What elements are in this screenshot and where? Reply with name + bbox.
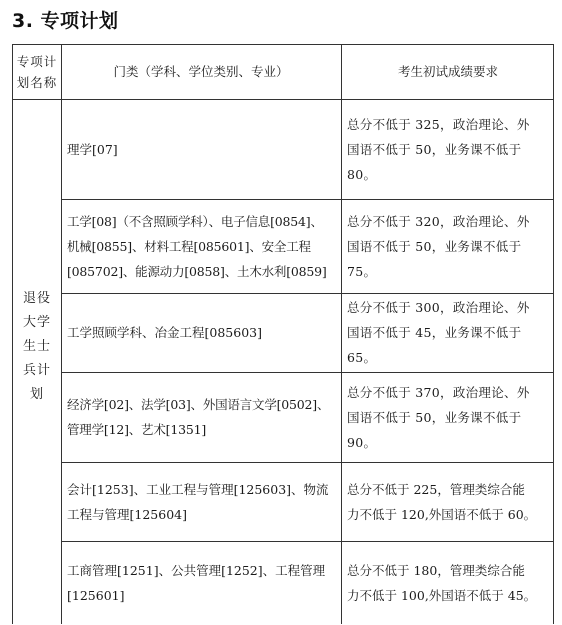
header-requirement: 考生初试成绩要求	[397, 64, 498, 79]
table-row-requirement: 总分不低于 300，政治理论、外 国语不低于 45，业务课不低于 65。	[347, 300, 530, 365]
section-heading: 3. 专项计划	[12, 10, 119, 32]
table-row-requirement: 总分不低于 325，政治理论、外 国语不低于 50，业务课不低于 80。	[347, 116, 530, 182]
table-row-requirement: 总分不低于 370，政治理论、外 国语不低于 50，业务课不低于 90。	[347, 384, 530, 450]
table-row-category: 理学[07]	[67, 141, 118, 157]
table-row-requirement: 总分不低于 180，管理类综合能 力不低于 100,外国语不低于 45。	[347, 563, 537, 603]
header-category: 门类（学科、学位类别、专业）	[113, 64, 289, 79]
special-plan-table	[12, 44, 554, 624]
plan-name-cell: 退役 大学 生士 兵计 划	[22, 291, 51, 402]
header-plan-name: 专项计 划名称	[16, 54, 58, 90]
table-row-category: 会计[1253]、工业工程与管理[125603]、物流 工程与管理[125604]	[67, 481, 329, 522]
table-row-requirement: 总分不低于 320，政治理论、外 国语不低于 50，业务课不低于 75。	[347, 213, 530, 279]
table-row-requirement: 总分不低于 225，管理类综合能 力不低于 120,外国语不低于 60。	[347, 481, 537, 522]
table-row-category: 工学[08]（不含照顾学科）、电子信息[0854]、 机械[0855]、材料工程[085601]、安全工程 [085702]、能源动力[0858]、土木水利[0859]	[67, 213, 327, 279]
table-row-category: 工学照顾学科、冶金工程[085603]	[67, 325, 262, 340]
table-row-category: 经济学[02]、法学[03]、外国语言文学[0502]、 管理学[12]、艺术[1351]	[67, 397, 330, 437]
table-row-category: 工商管理[1251]、公共管理[1252]、工程管理 [125601]	[67, 563, 326, 603]
